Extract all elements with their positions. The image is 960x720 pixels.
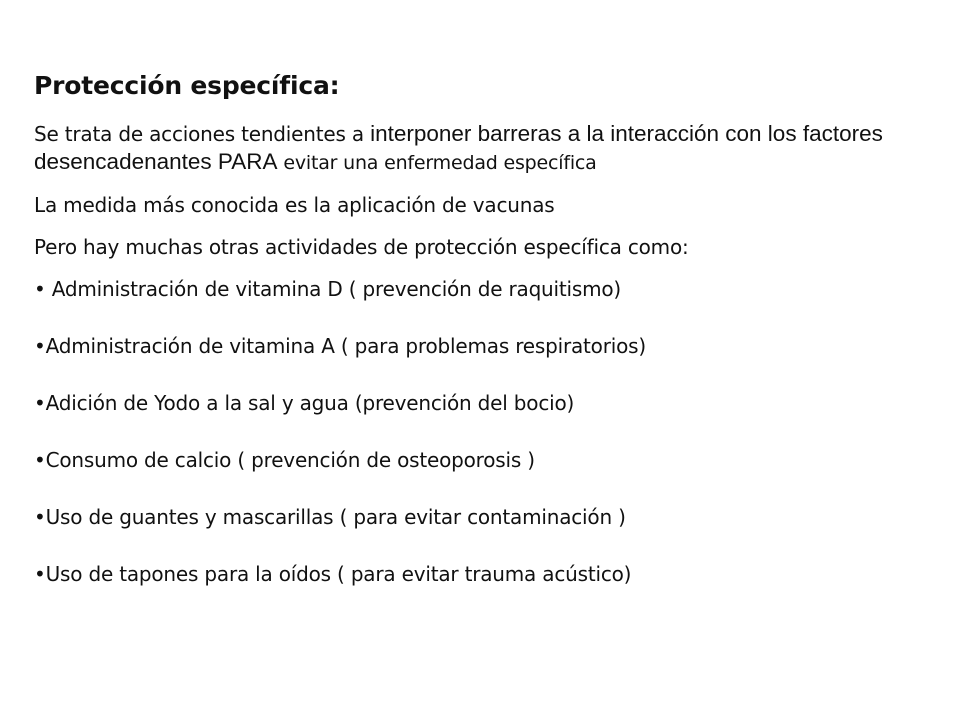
bullet-item: •Consumo de calcio ( prevención de osteoporosis ) <box>34 448 535 472</box>
bullet-item: •Uso de guantes y mascarillas ( para evitar contaminación ) <box>34 505 626 529</box>
slide-content <box>34 70 934 617</box>
bullet-item: • Administración de vitamina D ( prevención de raquitismo) <box>34 277 622 301</box>
definition-part-2: interponer barreras a la interacción con los factores desencadenantes PARA <box>34 121 883 174</box>
definition-part-1: Se trata de acciones tendientes a <box>34 122 371 146</box>
bullet-item: •Uso de tapones para la oídos ( para evitar trauma acústico) <box>34 562 632 586</box>
vaccines-line: La medida más conocida es la aplicación de vacunas <box>34 193 555 217</box>
bullet-item: •Administración de vitamina A ( para problemas respiratorios) <box>34 334 646 358</box>
slide-title: Protección específica: <box>34 71 340 100</box>
definition-part-3: evitar una enfermedad específica <box>277 152 597 174</box>
bullet-item: •Adición de Yodo a la sal y agua (prevención del bocio) <box>34 391 575 415</box>
definition-paragraph <box>34 120 934 177</box>
intro-line: Pero hay muchas otras actividades de protección específica como: <box>34 235 689 259</box>
